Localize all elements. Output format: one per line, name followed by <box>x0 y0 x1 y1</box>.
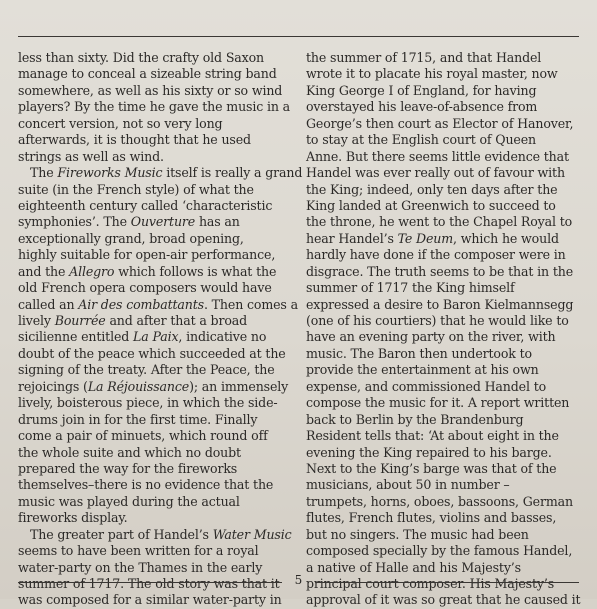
text-line: lively Bourrée and after that a broad <box>18 313 248 328</box>
text-line: manage to conceal a sizeable string band <box>18 66 277 82</box>
text-line: back to Berlin by the Brandenburg <box>306 411 524 427</box>
text-line: eighteenth century called ‘characteristic <box>18 197 273 213</box>
text-line: exceptionally grand, broad opening, <box>18 230 244 246</box>
text-line: The greater part of Handel’s Water Music <box>30 526 292 542</box>
text-line: prepared the way for the fireworks <box>18 460 238 476</box>
text-line: expressed a desire to Baron Kielmannsegg <box>306 296 574 312</box>
text-line: a native of Halle and his Majesty’s <box>306 559 521 575</box>
left-column <box>18 50 303 609</box>
text-line: trumpets, horns, oboes, bassoons, German <box>306 493 573 509</box>
text-line: afterwards, it is thought that he used <box>18 132 251 148</box>
text-line: (one of his courtiers) that he would like to <box>306 313 569 328</box>
text-line: hardly have done if the composer were in <box>306 247 566 263</box>
text-line: to stay at the English court of Queen <box>306 132 536 148</box>
text-line: come a pair of minuets, which round off <box>18 428 268 444</box>
text-line: themselves–there is no evidence that the <box>18 477 274 493</box>
text-line: suite (in the French style) of what the <box>18 181 254 197</box>
text-line: fireworks display. <box>18 510 128 526</box>
text-line: musicians, about 50 in number – <box>306 477 510 493</box>
page-number: 5 <box>294 573 303 587</box>
text-line: and the Allegro which follows is what the <box>18 263 277 279</box>
text-line: hear Handel’s Te Deum, which he would <box>306 230 559 246</box>
text-line: highly suitable for open-air performance, <box>18 247 276 263</box>
text-line: music was played during the actual <box>18 493 240 509</box>
text-line: seems to have been written for a royal <box>18 543 259 559</box>
text-line: symphonies’. The Ouverture has an <box>18 214 240 230</box>
text-line: the King; indeed, only ten days after the <box>306 181 558 197</box>
text-line: disgrace. The truth seems to be that in the <box>306 263 573 279</box>
text-line: King landed at Greenwich to succeed to <box>306 197 556 213</box>
text-line: Next to the King’s barge was that of the <box>306 460 557 476</box>
text-line: doubt of the peace which succeeded at the <box>18 345 286 361</box>
top-rule <box>18 36 579 37</box>
text-line: the throne, he went to the Chapel Royal to <box>306 214 573 230</box>
text-line: composed specially by the famous Handel, <box>306 543 573 559</box>
text-line: flutes, French flutes, violins and basses, <box>306 510 557 526</box>
text-line: have an evening party on the river, with <box>306 329 556 345</box>
text-line: but no singers. The music had been <box>306 526 529 542</box>
text-line: George’s then court as Elector of Hanover, <box>306 115 574 131</box>
text-line: strings as well as wind. <box>18 148 164 164</box>
footer-rule-right <box>315 582 579 583</box>
text-line: principal court composer. His Majesty’s <box>306 576 555 591</box>
text-line: The Fireworks Music itself is really a grand <box>30 165 303 181</box>
text-line: music. The Baron then undertook to <box>306 345 532 361</box>
text-line: wrote it to placate his royal master, now <box>306 66 558 82</box>
text-line: the whole suite and which no doubt <box>18 444 241 460</box>
text-line: compose the music for it. A report written <box>306 395 570 411</box>
text-line: lively, boisterous piece, in which the side- <box>18 395 278 411</box>
right-column <box>306 50 581 609</box>
text-line: rejoicings (La Réjouissance); an immensely <box>18 378 289 394</box>
text-line: old French opera composers would have <box>18 280 272 296</box>
text-line: called an Air des combattants. Then comes a <box>18 296 298 312</box>
text-line: Anne. But there seems little evidence that <box>306 148 569 164</box>
text-line: somewhere, as well as his sixty or so wind <box>18 82 283 98</box>
text-line: Resident tells that: ‘At about eight in the <box>306 428 559 444</box>
text-line: the summer of 1715, and that Handel <box>306 50 542 65</box>
text-line: water-party on the Thames in the early <box>18 559 263 575</box>
text-line: concert version, not so very long <box>18 115 223 131</box>
page-footer <box>18 573 579 588</box>
text-line: signing of the treaty. After the Peace, the <box>18 362 275 378</box>
text-line: approval of it was so great that he caused it <box>306 592 581 608</box>
text-line: evening the King repaired to his barge. <box>306 444 552 460</box>
text-line: sicilienne entitled La Paix, indicative no <box>18 329 267 345</box>
text-line: players? By the time he gave the music in a <box>18 99 291 115</box>
text-line: drums join in for the first time. Finally <box>18 411 258 427</box>
text-line: overstayed his leave-of-absence from <box>306 99 538 115</box>
text-line: summer of 1717 the King himself <box>306 280 515 296</box>
text-line: King George I of England, for having <box>306 82 537 98</box>
text-line: provide the entertainment at his own <box>306 362 539 378</box>
text-line: was composed for a similar water-party in <box>18 592 282 608</box>
text-line: summer of 1717. The old story was that it <box>18 576 280 591</box>
text-line: expense, and commissioned Handel to <box>306 378 547 394</box>
text-line: Handel was ever really out of favour with <box>306 165 565 181</box>
text-line: less than sixty. Did the crafty old Saxon <box>18 50 265 65</box>
